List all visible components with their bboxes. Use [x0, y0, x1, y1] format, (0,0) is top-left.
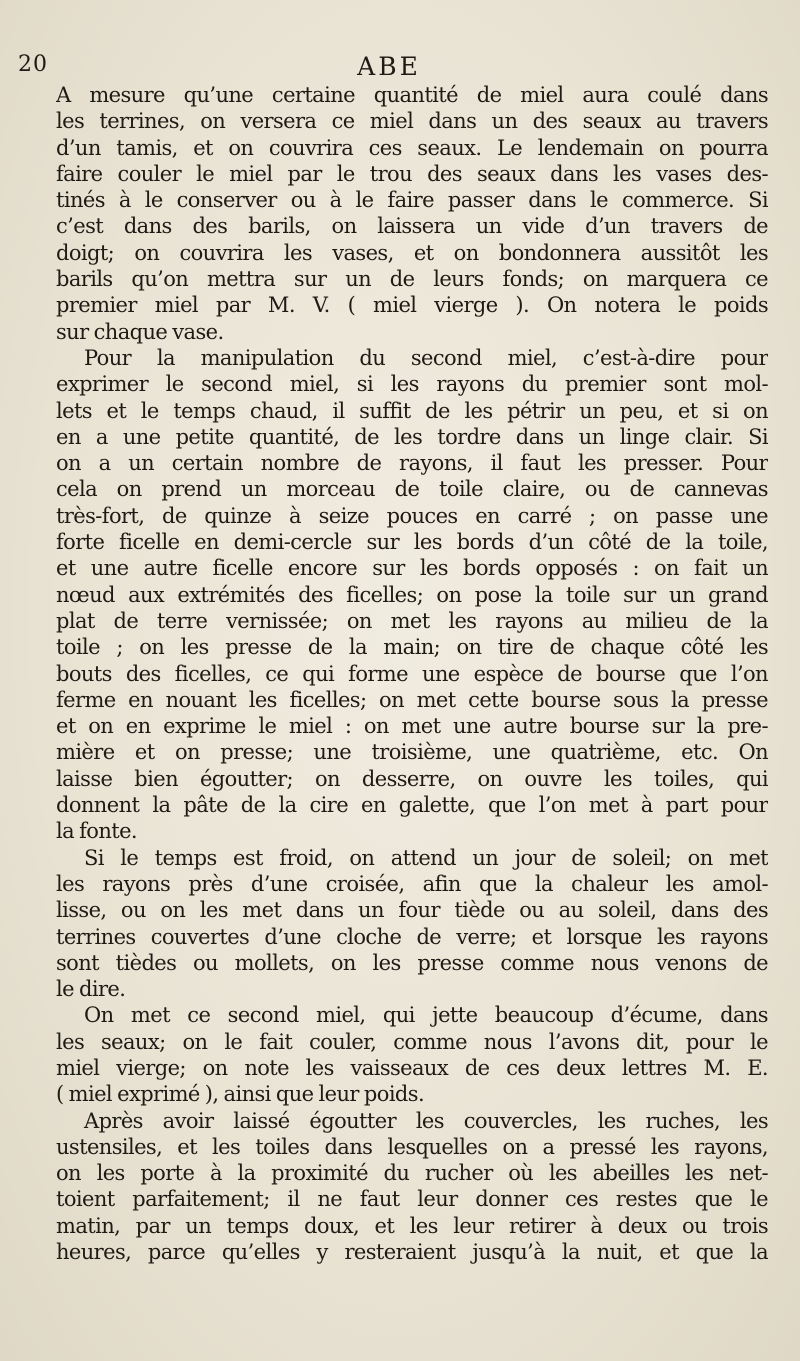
text-line: mière et on presse; une troisième, une quatrième, etc. On — [56, 740, 768, 765]
text-line: lets et le temps chaud, il suffit de les pétrir un peu, et si on — [56, 398, 768, 423]
running-head — [18, 52, 760, 84]
text-line: forte ficelle en demi-cercle sur les bords d’un côté de la toile, — [56, 530, 768, 555]
page-number: 20 — [18, 52, 48, 77]
paragraph — [56, 1002, 768, 1107]
paragraph — [56, 82, 768, 345]
text-line: on les porte à la proximité du rucher où les abeilles les net- — [56, 1161, 768, 1186]
text-line: heures, parce qu’elles y resteraient jusqu’à la nuit, et que la — [56, 1240, 768, 1265]
text-line: très-fort, de quinze à seize pouces en carré ; on passe une — [56, 503, 768, 528]
text-line: tinés à le conserver ou à le faire passer dans le commerce. Si — [56, 188, 768, 213]
text-line: lisse, ou on les met dans un four tiède ou au soleil, dans des — [56, 898, 768, 923]
text-line: matin, par un temps doux, et les leur retirer à deux ou trois — [56, 1213, 768, 1238]
paragraph — [56, 345, 768, 845]
text-line: la fonte. — [56, 819, 137, 844]
text-line: cela on prend un morceau de toile claire, ou de cannevas — [56, 477, 768, 502]
body-text — [56, 82, 768, 1265]
text-line: et une autre ficelle encore sur les bords opposés : on fait un — [56, 556, 768, 581]
text-line: les seaux; on le fait couler, comme nous l’avons dit, pour le — [56, 1029, 768, 1054]
paragraph — [56, 1108, 768, 1266]
text-line: laisse bien égoutter; on desserre, on ouvre les toiles, qui — [56, 766, 768, 791]
text-line: nœud aux extrémités des ficelles; on pose la toile sur un grand — [56, 582, 768, 607]
text-line: bouts des ficelles, ce qui forme une espèce de bourse que l’on — [56, 661, 768, 686]
text-line: toient parfaitement; il ne faut leur donner ces restes que le — [56, 1187, 768, 1212]
text-line: donnent la pâte de la cire en galette, que l’on met à part pour — [56, 793, 768, 818]
paragraph — [56, 845, 768, 1003]
text-line: Si le temps est froid, on attend un jour de soleil; on met — [84, 845, 768, 870]
running-title: ABE — [357, 52, 421, 81]
text-line: c’est dans des barils, on laissera un vide d’un travers de — [56, 214, 768, 239]
text-line: terrines couvertes d’une cloche de verre; et lorsque les rayons — [56, 924, 768, 949]
text-line: les terrines, on versera ce miel dans un des seaux au travers — [56, 109, 768, 134]
text-line: les rayons près d’une croisée, afin que la chaleur les amol- — [56, 871, 768, 896]
text-line: d’un tamis, et on couvrira ces seaux. Le lendemain on pourra — [56, 135, 768, 160]
text-line: le dire. — [56, 977, 126, 1002]
text-line: exprimer le second miel, si les rayons du premier sont mol- — [56, 372, 768, 397]
text-line: On met ce second miel, qui jette beaucoup d’écume, dans — [84, 1003, 768, 1028]
text-line: faire couler le miel par le trou des seaux dans les vases des- — [56, 161, 768, 186]
text-line: plat de terre vernissée; on met les rayons au milieu de la — [56, 608, 768, 633]
text-line: sur chaque vase. — [56, 319, 224, 344]
text-line: Pour la manipulation du second miel, c’est-à-dire pour — [84, 345, 768, 370]
text-line: barils qu’on mettra sur un de leurs fonds; on marquera ce — [56, 267, 768, 292]
text-line: en a une petite quantité, de les tordre dans un linge clair. Si — [56, 424, 768, 449]
text-line: premier miel par M. V. ( miel vierge ). On notera le poids — [56, 293, 768, 318]
text-line: Après avoir laissé égoutter les couvercles, les ruches, les — [84, 1108, 768, 1133]
text-line: ( miel exprimé ), ainsi que leur poids. — [56, 1082, 425, 1107]
text-line: sont tièdes ou mollets, on les presse comme nous venons de — [56, 950, 768, 975]
text-line: et on en exprime le miel : on met une autre bourse sur la pre- — [56, 714, 768, 739]
text-line: miel vierge; on note les vaisseaux de ces deux lettres M. E. — [56, 1055, 768, 1080]
text-line: ferme en nouant les ficelles; on met cette bourse sous la presse — [56, 687, 768, 712]
text-line: toile ; on les presse de la main; on tire de chaque côté les — [56, 635, 768, 660]
text-line: on a un certain nombre de rayons, il faut les presser. Pour — [56, 451, 768, 476]
text-line: ustensiles, et les toiles dans lesquelles on a pressé les rayons, — [56, 1134, 768, 1159]
text-line: doigt; on couvrira les vases, et on bondonnera aussitôt les — [56, 240, 768, 265]
text-line: A mesure qu’une certaine quantité de miel aura coulé dans — [56, 83, 768, 107]
